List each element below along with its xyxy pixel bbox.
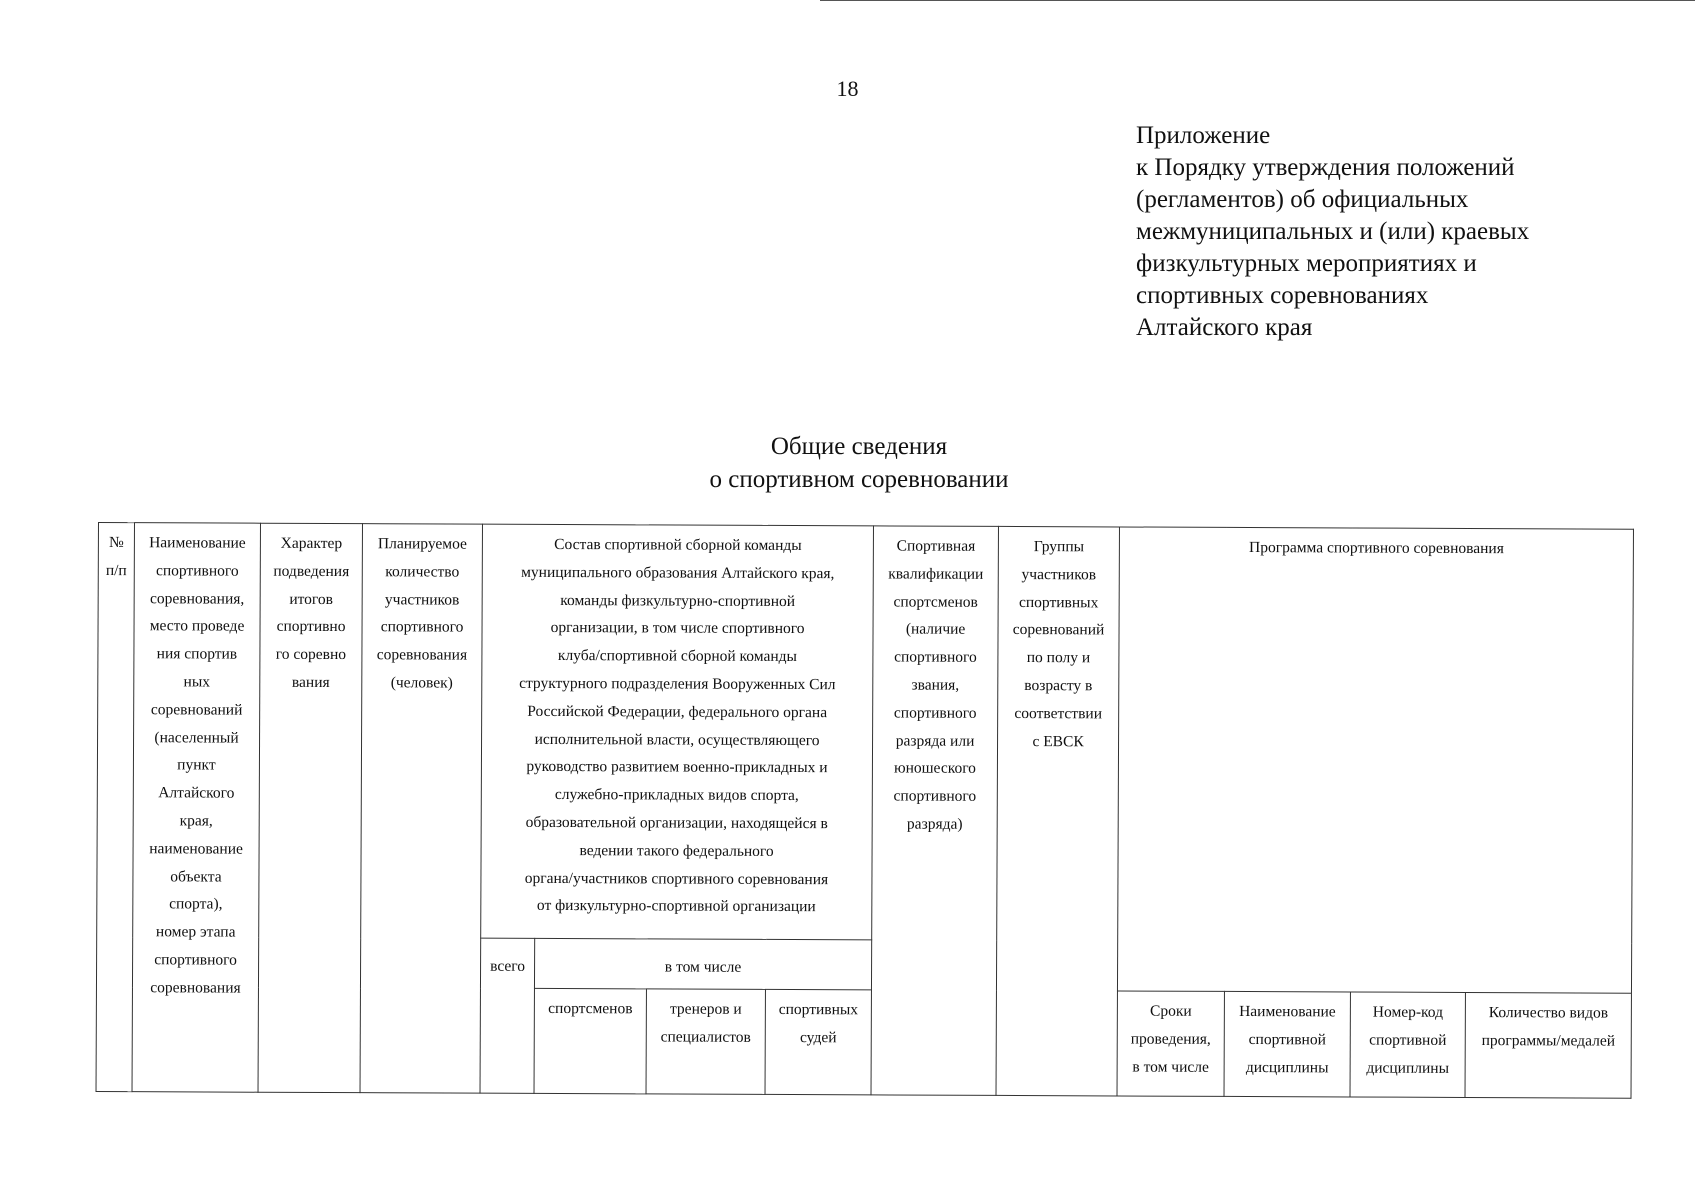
col-results-header	[258, 523, 362, 1092]
header-lines	[1355, 998, 1461, 1082]
header-line: структурного подразделения Вооруженных Сил	[519, 674, 836, 694]
header-line: проведения,	[1130, 1030, 1211, 1048]
appendix-header	[1136, 120, 1676, 344]
header-line: Номер-код	[1372, 1003, 1444, 1021]
header-line: подведения	[273, 562, 350, 580]
header-line: организации, в том числе спортивного	[550, 619, 805, 638]
header-line: пункт	[177, 756, 216, 774]
header-line: Спортивная	[896, 537, 976, 555]
header-lines	[103, 529, 130, 585]
document-title	[0, 430, 1695, 496]
header-line: спортивного	[155, 562, 239, 580]
header-line: (населенный	[154, 728, 239, 747]
header-line: го соревно	[275, 645, 347, 664]
header-line: Алтайского	[158, 784, 235, 802]
header-line: спортсменов	[893, 593, 978, 611]
header-line: служебно-прикладных видов спорта,	[554, 786, 799, 805]
header-lines	[1002, 533, 1115, 756]
appendix-line: к Порядку утверждения положений	[1136, 154, 1515, 181]
header-line: звания,	[911, 676, 960, 694]
header-line: участников	[1021, 565, 1097, 584]
header-line: Наименование	[1239, 1002, 1336, 1021]
header-line: клуба/спортивной сборной команды	[557, 647, 797, 666]
col-including-header: в том числе	[534, 938, 871, 989]
header-line: спортивного	[380, 618, 464, 636]
header-line: соревнования	[150, 978, 241, 997]
header-line: Состав спортивной сборной команды	[554, 535, 802, 555]
header-lines	[539, 995, 642, 1023]
header-line: спортивного	[894, 648, 977, 667]
appendix-line: Алтайского края	[1136, 314, 1313, 341]
header-line: исполнительной власти, осуществляющего	[534, 730, 820, 749]
header-line: объекта	[170, 867, 222, 886]
col-discipline-code-header	[1350, 992, 1465, 1098]
header-line: спортивной	[1369, 1031, 1447, 1049]
header-line: количество	[385, 563, 460, 581]
header-line: ных	[183, 673, 211, 691]
header-line: соревнований	[1012, 621, 1105, 639]
header-line: команды физкультурно-спортивной	[560, 591, 796, 610]
col-qualification-header	[871, 526, 998, 1096]
competition-info-table	[96, 522, 1635, 1099]
header-line: тренеров и	[669, 1000, 742, 1018]
header-line: спортивного	[154, 951, 237, 969]
header-line: №	[108, 534, 124, 552]
header-line: программы/медалей	[1481, 1031, 1616, 1050]
header-line: органа/участников спортивного соревнования	[524, 869, 829, 888]
title-line-2: о спортивном соревновании	[709, 466, 1009, 493]
header-line: от физкультурно-спортивной организации	[536, 897, 816, 916]
header-line: по полу и	[1026, 649, 1091, 667]
header-line: муниципального образования Алтайского края,	[521, 563, 835, 583]
header-lines	[485, 531, 869, 922]
header-line: спортивной	[1248, 1030, 1326, 1049]
header-line: дисциплины	[1245, 1058, 1329, 1076]
header-line: соревнований	[150, 701, 243, 719]
header-line: спортсменов	[548, 999, 633, 1018]
header-line: спортивных	[1018, 593, 1099, 611]
header-line: наименование	[149, 839, 243, 858]
header-line: соответствии	[1014, 704, 1103, 723]
appendix-line: (регламентов) об официальных	[1136, 186, 1469, 213]
header-lines	[366, 530, 478, 697]
header-line: специалистов	[660, 1028, 751, 1046]
title-line-1: Общие сведения	[770, 433, 948, 460]
top-border-line	[820, 0, 1695, 1]
header-lines	[1470, 999, 1627, 1055]
header-line: разряда или	[895, 732, 975, 750]
header-line: Наименование	[149, 534, 246, 552]
appendix-line: межмуниципальных и (или) краевых	[1136, 218, 1530, 245]
col-planned-header	[360, 524, 482, 1094]
header-line: Российской Федерации, федерального органа	[527, 702, 828, 721]
header-line: спортивно	[276, 618, 346, 636]
header-line: вания	[291, 673, 330, 691]
header-line: ния спортив	[156, 645, 238, 663]
header-line: спорта),	[169, 895, 223, 913]
header-line: Характер	[280, 534, 343, 553]
header-line: Количество видов	[1488, 1004, 1609, 1022]
header-line: соревнования,	[150, 589, 245, 608]
header-line: спортивного	[893, 787, 977, 806]
header-line: Сроки	[1150, 1002, 1192, 1020]
header-lines	[770, 996, 867, 1052]
header-line: итогов	[289, 590, 334, 608]
page-number: 18	[836, 76, 859, 101]
header-line: края,	[179, 812, 213, 830]
header-line: юношеского	[893, 759, 976, 778]
col-groups-header	[996, 526, 1119, 1096]
appendix-line: Приложение	[1136, 122, 1271, 149]
col-events-count-header	[1465, 992, 1631, 1098]
header-line: п/п	[105, 561, 127, 579]
header-line: Группы	[1033, 538, 1085, 556]
header-lines	[877, 532, 994, 838]
appendix-line: спортивных соревнованиях	[1136, 282, 1429, 309]
col-team-header	[481, 524, 874, 940]
appendix-line: физкультурных мероприятиях и	[1136, 250, 1477, 277]
header-lines	[264, 530, 358, 697]
col-dates-header	[1117, 991, 1224, 1096]
header-line: в том числе	[1132, 1058, 1209, 1076]
header-line: судей	[799, 1028, 837, 1047]
header-line: квалификации	[888, 565, 984, 583]
col-judges-header	[765, 989, 872, 1094]
header-line: спортивных	[778, 1000, 859, 1019]
header-line: (наличие	[905, 620, 966, 639]
header-line: дисциплины	[1366, 1059, 1450, 1077]
col-coaches-header	[646, 989, 765, 1095]
header-line: участников	[384, 590, 460, 609]
header-line: соревнования	[376, 646, 468, 664]
header-lines	[1229, 998, 1346, 1082]
header-line: руководство развитием военно-прикладных и	[526, 758, 828, 777]
header-line: номер этапа	[155, 923, 236, 941]
col-athletes-header	[534, 988, 646, 1093]
header-line: ведении такого федерального	[579, 841, 774, 860]
header-line: разряда)	[906, 815, 963, 833]
col-name-header	[132, 523, 260, 1093]
header-line: образовательной организации, находящейся в	[525, 813, 828, 833]
header-line: (человек)	[390, 674, 453, 692]
header-lines	[137, 529, 256, 1002]
header-lines	[1122, 997, 1220, 1081]
header-lines	[651, 995, 761, 1051]
col-program-header: Программа спортивного соревнования	[1118, 527, 1634, 993]
header-line: спортивного	[893, 704, 977, 722]
col-total-header: всего	[480, 938, 535, 1093]
col-number-header	[96, 523, 134, 1092]
header-line: место проведе	[149, 617, 245, 636]
col-discipline-name-header	[1224, 991, 1350, 1097]
header-line: с ЕВСК	[1032, 732, 1084, 750]
header-line: Планируемое	[377, 535, 467, 553]
header-line: возрасту в	[1024, 677, 1093, 695]
